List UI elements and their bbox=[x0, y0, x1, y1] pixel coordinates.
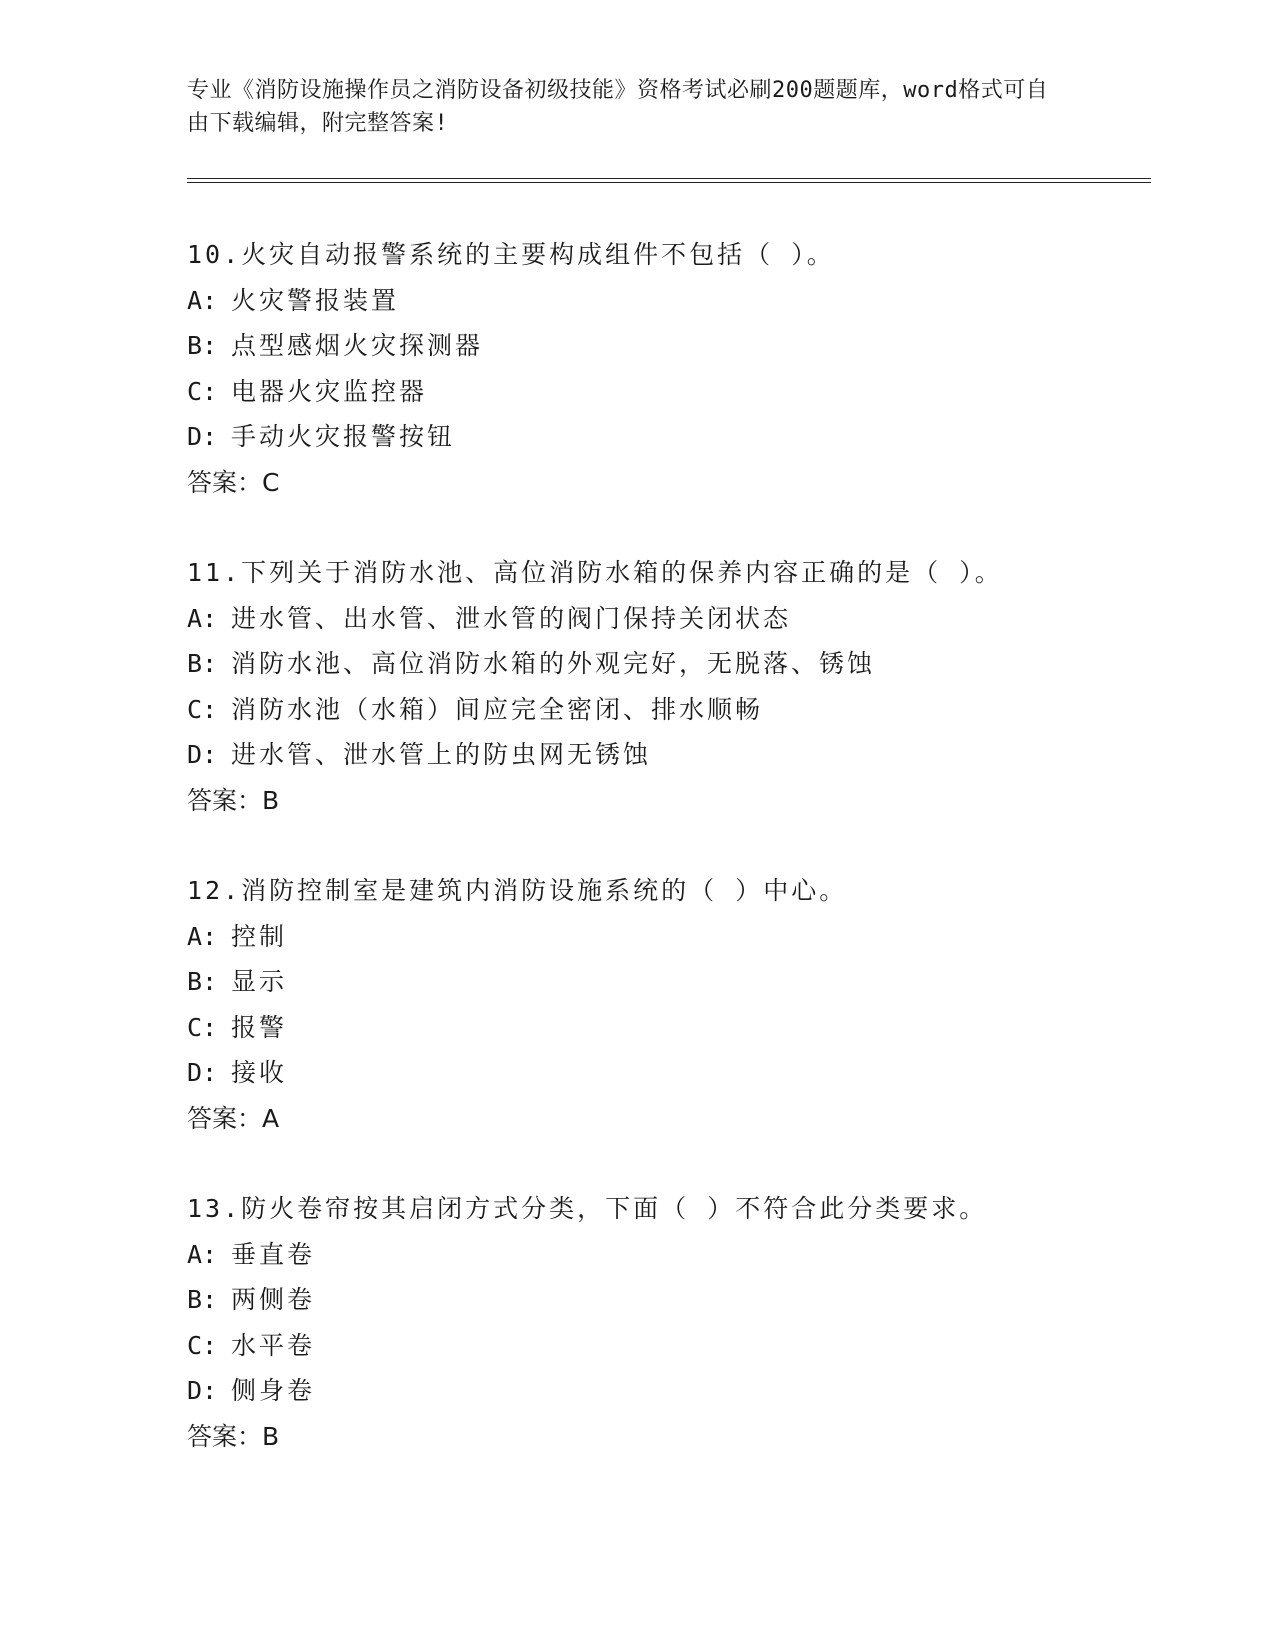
option-key: B: bbox=[187, 649, 218, 678]
option-key: A: bbox=[187, 1239, 218, 1269]
option-d bbox=[187, 1050, 1187, 1096]
option-text: 进水管、泄水管上的防虫网无锈蚀 bbox=[231, 740, 652, 769]
answer-line: 答案：A bbox=[187, 1103, 280, 1133]
option-d bbox=[187, 414, 1187, 460]
option-text: 控制 bbox=[231, 921, 288, 951]
option-c bbox=[187, 1005, 1187, 1051]
question-10 bbox=[187, 232, 1187, 505]
answer-line: 答案：B bbox=[187, 1421, 280, 1451]
option-text: 火灾警报装置 bbox=[231, 285, 400, 315]
option-d bbox=[187, 1368, 1187, 1414]
option-key: C: bbox=[187, 1012, 218, 1042]
question-stem: 13.防火卷帘按其启闭方式分类，下面（ ）不符合此分类要求。 bbox=[187, 1194, 988, 1223]
question-13 bbox=[187, 1186, 1187, 1459]
answer-line: 答案：B bbox=[187, 785, 280, 815]
option-text: 显示 bbox=[231, 967, 288, 996]
answer-line: 答案：C bbox=[187, 467, 280, 497]
option-key: D: bbox=[187, 740, 218, 769]
option-text: 手动火灾报警按钮 bbox=[231, 422, 456, 451]
question-12 bbox=[187, 868, 1187, 1141]
option-c bbox=[187, 369, 1187, 415]
option-a bbox=[187, 914, 1187, 960]
option-a bbox=[187, 596, 1187, 642]
option-text: 消防水池（水箱）间应完全密闭、排水顺畅 bbox=[231, 694, 764, 724]
option-b bbox=[187, 641, 1187, 687]
option-key: A: bbox=[187, 285, 218, 315]
option-b bbox=[187, 959, 1187, 1005]
header-intro: 专业《消防设施操作员之消防设备初级技能》资格考试必刷200题题库，word格式可自由下载编辑，附完整答案! bbox=[187, 78, 1049, 136]
option-text: 垂直卷 bbox=[231, 1239, 316, 1269]
option-text: 点型感烟火灾探测器 bbox=[231, 331, 484, 360]
option-key: A: bbox=[187, 921, 218, 951]
option-text: 接收 bbox=[231, 1058, 288, 1087]
option-key: B: bbox=[187, 967, 218, 996]
option-a bbox=[187, 278, 1187, 324]
option-text: 报警 bbox=[231, 1012, 288, 1042]
document-header bbox=[187, 74, 1067, 140]
option-key: D: bbox=[187, 1058, 218, 1087]
question-stem: 12.消防控制室是建筑内消防设施系统的（ ）中心。 bbox=[187, 876, 848, 905]
option-b bbox=[187, 1277, 1187, 1323]
option-key: D: bbox=[187, 1376, 218, 1405]
option-text: 消防水池、高位消防水箱的外观完好，无脱落、锈蚀 bbox=[231, 649, 876, 678]
option-c bbox=[187, 1323, 1187, 1369]
header-divider-bottom bbox=[187, 182, 1151, 183]
option-key: C: bbox=[187, 376, 218, 406]
option-text: 两侧卷 bbox=[231, 1285, 316, 1314]
option-text: 进水管、出水管、泄水管的阀门保持关闭状态 bbox=[231, 603, 792, 633]
option-b bbox=[187, 323, 1187, 369]
question-11 bbox=[187, 550, 1187, 823]
option-key: B: bbox=[187, 331, 218, 360]
question-stem: 10.火灾自动报警系统的主要构成组件不包括（ ）。 bbox=[187, 240, 835, 269]
header-divider-top bbox=[187, 178, 1151, 179]
option-text: 电器火灾监控器 bbox=[231, 376, 428, 406]
option-key: A: bbox=[187, 603, 218, 633]
option-a bbox=[187, 1232, 1187, 1278]
option-key: D: bbox=[187, 422, 218, 451]
option-text: 水平卷 bbox=[231, 1330, 316, 1360]
option-text: 侧身卷 bbox=[231, 1376, 316, 1405]
option-key: B: bbox=[187, 1285, 218, 1314]
option-c bbox=[187, 687, 1187, 733]
question-stem: 11.下列关于消防水池、高位消防水箱的保养内容正确的是（ ）。 bbox=[187, 558, 1003, 587]
option-key: C: bbox=[187, 694, 218, 724]
option-d bbox=[187, 732, 1187, 778]
option-key: C: bbox=[187, 1330, 218, 1360]
